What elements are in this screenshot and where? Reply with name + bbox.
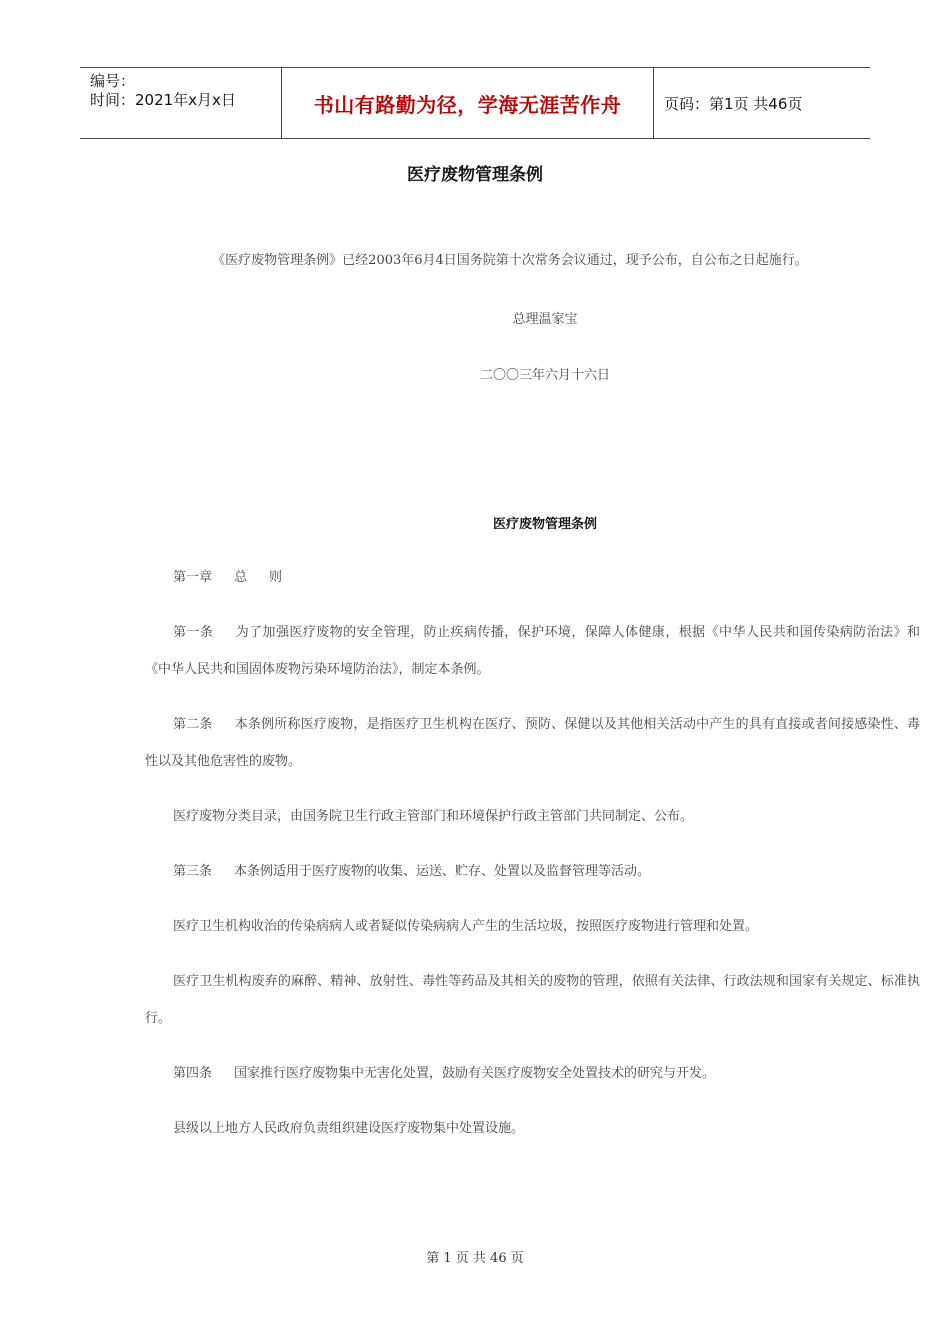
- article-3-paragraph-3: 医疗卫生机构废弃的麻醉、精神、放射性、毒性等药品及其相关的废物的管理，依照有关法律、行政法规和国家有关规定、标准执行。: [145, 974, 920, 1026]
- article-1: [145, 614, 920, 688]
- article-label: 第三条: [173, 864, 213, 879]
- document-title: 医疗废物管理条例: [407, 165, 543, 185]
- chapter-heading: [145, 559, 920, 596]
- article-text: 本条例适用于医疗废物的收集、运送、贮存、处置以及监督管理等活动。: [234, 864, 651, 879]
- article-4-paragraph-2: 县级以上地方人民政府负责组织建设医疗废物集中处置设施。: [173, 1121, 525, 1136]
- chapter-label: 第一章: [173, 570, 213, 585]
- article-4: [145, 1055, 920, 1092]
- section-title: 医疗废物管理条例: [492, 517, 597, 532]
- time-label: 时间：2021年x月x日: [90, 91, 236, 109]
- article-3: [145, 853, 920, 890]
- issue-date: 二〇〇三年六月十六日: [479, 368, 610, 383]
- article-text: 本条例所称医疗废物，是指医疗卫生机构在医疗、预防、保健以及其他相关活动中产生的具有直接或者间接感染性、毒性以及其他危害性的废物。: [145, 717, 920, 769]
- article-3-paragraph-2: 医疗卫生机构收治的传染病病人或者疑似传染病病人产生的生活垃圾，按照医疗废物进行管理和处置。: [173, 919, 759, 934]
- header-motto: 书山有路勤为径，学海无涯苦作舟: [281, 68, 654, 138]
- intro-text: 《医疗废物管理条例》已经2003年6月4日国务院第十次常务会议通过，现予公布，自公布之日起施行。: [212, 253, 808, 268]
- article-2: [145, 706, 920, 780]
- chapter-word-1: 总: [234, 570, 248, 585]
- article-label: 第二条: [173, 717, 213, 732]
- document-header: [80, 67, 870, 139]
- header-page-info: 页码：第1页 共46页: [664, 94, 803, 113]
- page-footer: 第 1 页 共 46 页: [426, 1251, 524, 1266]
- header-meta: [80, 68, 281, 138]
- article-text: 国家推行医疗废物集中无害化处置，鼓励有关医疗废物安全处置技术的研究与开发。: [234, 1066, 716, 1081]
- signatory: 总理温家宝: [512, 312, 578, 327]
- article-text: 为了加强医疗废物的安全管理，防止疾病传播，保护环境，保障人体健康，根据《中华人民共和国传染病防治法》和《中华人民共和国固体废物污染环境防治法》，制定本条例。: [145, 625, 920, 677]
- article-label: 第四条: [173, 1066, 213, 1081]
- chapter-word-2: 则: [269, 570, 283, 585]
- article-label: 第一条: [173, 625, 214, 640]
- number-label: 编号：: [90, 72, 136, 90]
- article-2-paragraph-2: 医疗废物分类目录，由国务院卫生行政主管部门和环境保护行政主管部门共同制定、公布。: [173, 809, 694, 824]
